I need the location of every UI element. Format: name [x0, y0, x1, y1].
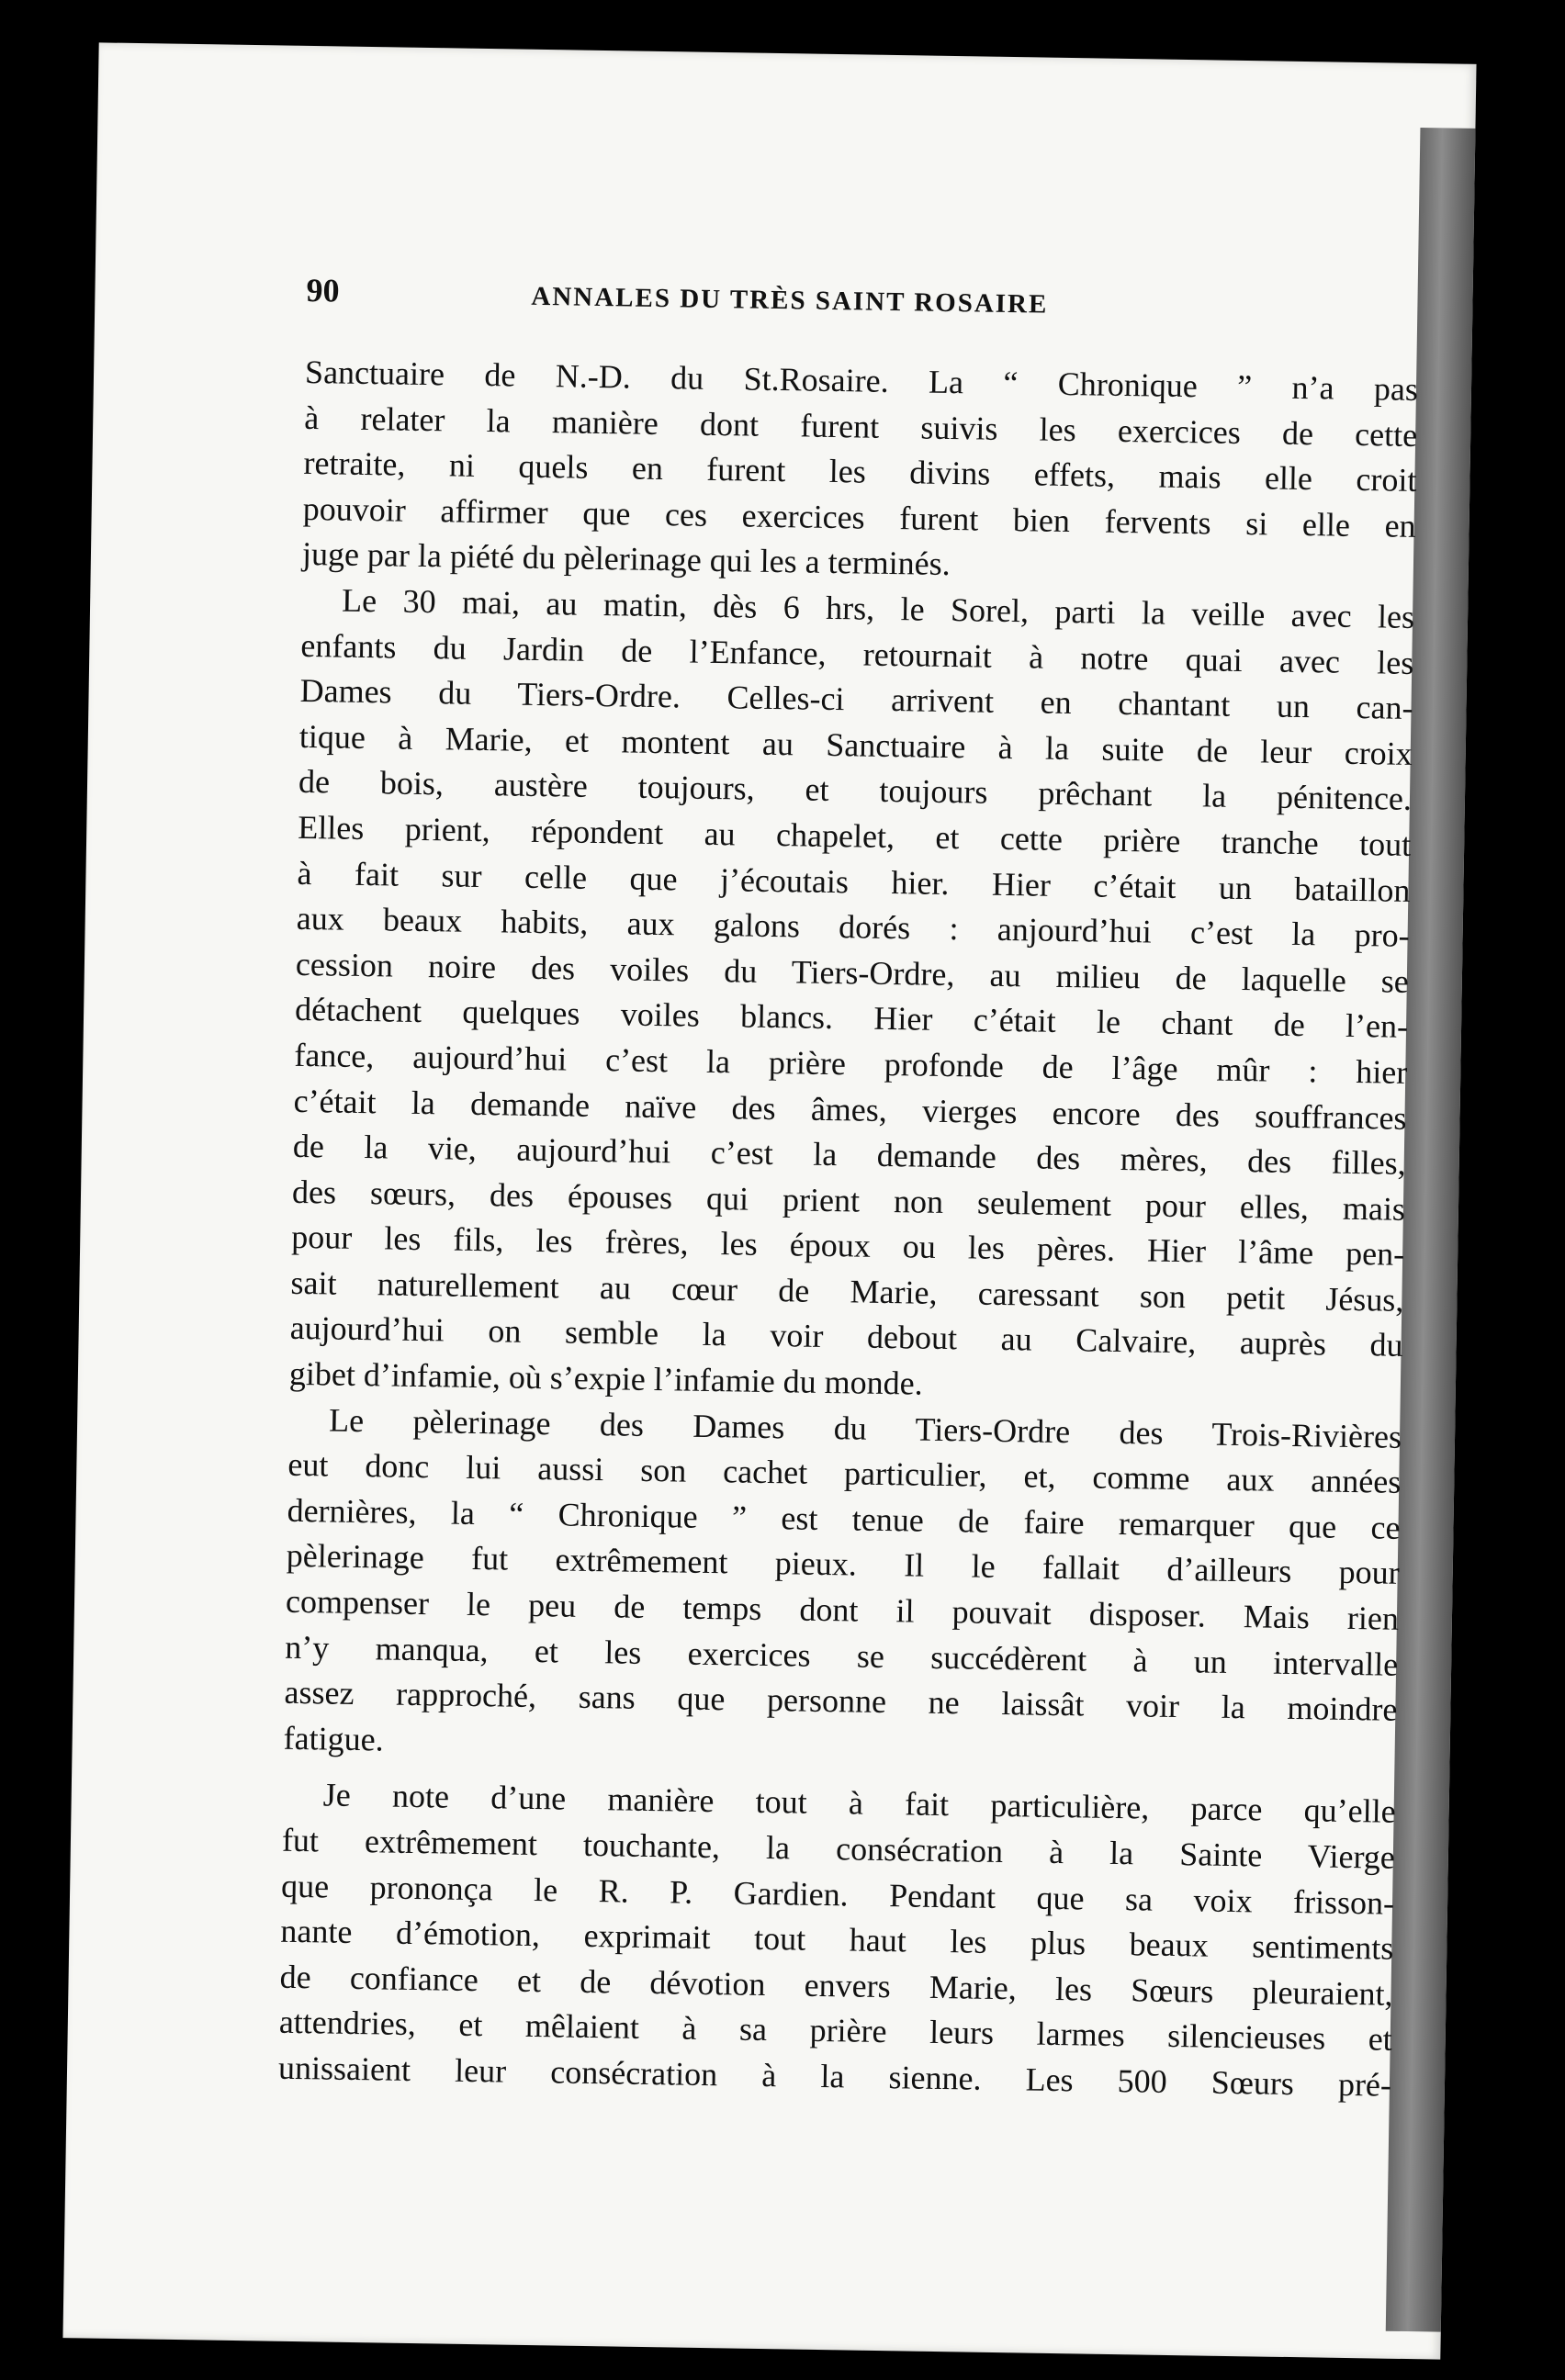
text-line: assez rapproché, sans que personne ne laissât voir la moindre	[284, 1673, 1398, 1729]
text-line: de la vie, aujourd’hui c’est la demande des mères, des filles,	[292, 1127, 1407, 1182]
text-line: n’y manqua, et les exercices se succédèrent à un intervalle	[284, 1628, 1399, 1683]
text-line: retraite, ni quels en furent les divins effets, mais elle croit	[303, 444, 1417, 500]
text-line: sait naturellement au cœur de Marie, caressant son petit Jésus,	[290, 1263, 1404, 1319]
text-line: de confiance et de dévotion envers Marie, les Sœurs pleuraient,	[279, 1958, 1393, 2013]
text-line: enfants du Jardin de l’Enfance, retournait à notre quai avec les	[300, 626, 1414, 681]
text-line: de bois, austère toujours, et toujours prêchant la pénitence.	[298, 763, 1413, 818]
text-line: à relater la manière dont furent suivis les exercices de cette	[304, 399, 1418, 454]
text-line: Je note d’une manière tout à fait particulière, parce qu’elle	[322, 1776, 1396, 1831]
book-page	[62, 42, 1476, 2359]
text-line: Sanctuaire de N.-D. du St.Rosaire. La “ Chronique ” n’a pas	[304, 353, 1419, 408]
text-line: à fait sur celle que j’écoutais hier. Hier c’était un bataillon	[297, 854, 1411, 909]
text-line: aux beaux habits, aux galons dorés : anjourd’hui c’est la pro-	[296, 899, 1410, 955]
text-line: pèlerinage fut extrêmement pieux. Il le fallait d’ailleurs pour	[286, 1537, 1401, 1592]
running-title: ANNALES DU TRÈS SAINT ROSAIRE	[531, 281, 1049, 320]
text-line: c’était la demande naïve des âmes, vierges encore des souffrances	[293, 1082, 1407, 1137]
text-line: fatigue.	[283, 1719, 385, 1758]
text-line: compenser le peu de temps dont il pouvait disposer. Mais rien	[285, 1582, 1400, 1637]
text-line: pouvoir affirmer que ces exercices furent bien fervents si elle en	[302, 489, 1416, 544]
paragraph-3	[283, 1397, 1402, 1779]
text-line: Le pèlerinage des Dames du Tiers-Ordre des Trois-Rivières	[328, 1401, 1402, 1455]
paragraph-4	[278, 1772, 1396, 2108]
text-line: tique à Marie, et montent au Sanctuaire à la suite de leur croix	[298, 717, 1413, 772]
text-line: nante d’émotion, exprimait tout haut les plus beaux sentiments	[280, 1912, 1394, 1967]
text-line: pour les fils, les frères, les époux ou les pères. Hier l’âme pen-	[291, 1218, 1405, 1274]
text-line: Le 30 mai, au matin, dès 6 hrs, le Sorel, parti la veille avec les	[341, 581, 1415, 635]
text-line: fut extrêmement touchante, la consécration à la Sainte Vierge	[281, 1821, 1396, 1876]
text-line: juge par la piété du pèlerinage qui les a terminés.	[301, 535, 951, 583]
text-line: attendries, et mêlaient à sa prière leurs larmes silencieuses et	[278, 2004, 1393, 2059]
paragraph-1	[302, 350, 1419, 595]
text-line: aujourd’hui on semble la voir debout au Calvaire, auprès du	[289, 1309, 1403, 1364]
text-line: Elles prient, répondent au chapelet, et cette prière tranche tout	[298, 808, 1412, 863]
text-line: que prononça le R. P. Gardien. Pendant que sa voix frisson-	[280, 1867, 1395, 1922]
page-number: 90	[306, 271, 340, 309]
paragraph-2	[289, 578, 1415, 1415]
text-line: fance, aujourd’hui c’est la prière profonde de l’âge mûr : hier	[294, 1036, 1408, 1091]
text-line: eut donc lui aussi son cachet particulier, et, comme aux années	[287, 1446, 1402, 1501]
running-head	[306, 271, 1420, 343]
text-line: gibet d’infamie, où s’expie l’infamie du monde.	[288, 1354, 924, 1402]
page-content	[278, 271, 1420, 2108]
text-line: cession noire des voiles du Tiers-Ordre, au milieu de laquelle se	[295, 945, 1410, 1000]
text-line: unissaient leur consécration à la sienne. Les 500 Sœurs pré-	[277, 2049, 1392, 2104]
text-line: des sœurs, des épouses qui prient non seulement pour elles, mais	[291, 1173, 1406, 1228]
text-line: détachent quelques voiles blancs. Hier c’était le chant de l’en-	[294, 991, 1409, 1046]
text-line: dernières, la “ Chronique ” est tenue de faire remarquer que ce	[287, 1491, 1401, 1546]
text-line: Dames du Tiers-Ordre. Celles-ci arrivent en chantant un can-	[299, 672, 1413, 727]
